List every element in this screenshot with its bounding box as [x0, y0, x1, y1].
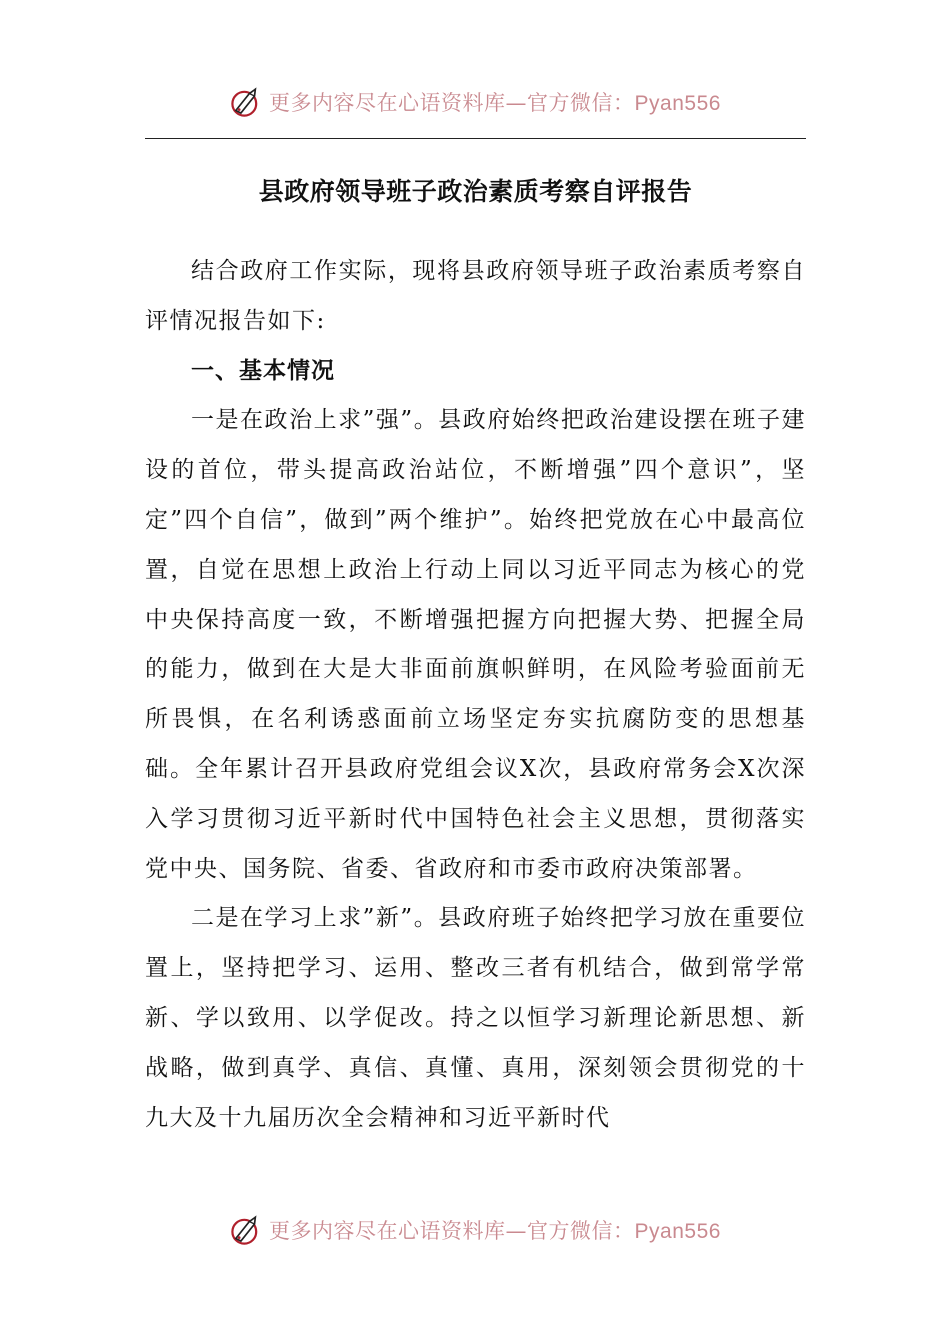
intro-paragraph: 结合政府工作实际，现将县政府领导班子政治素质考察自评情况报告如下: [145, 258, 806, 334]
section-heading-basic-situation: 一、基本情况 [191, 357, 335, 384]
watermark-wechat-id: Pyan556 [634, 92, 721, 115]
footer-watermark [0, 1210, 950, 1250]
watermark-text: 更多内容尽在心语资料库—官方微信：Pyan556 [269, 1219, 721, 1243]
paragraph-learning: 二是在学习上求”新”。县政府班子始终把学习放在重要位置上，坚持把学习、运用、整改三者有机结合，做到常学常新、学以致用、以学促改。持之以恒学习新理论新思想、新战略，做到真学、真信、真懂、真用，深刻领会贯彻党的十九大及十九届历次全会精神和习近平新时代 [145, 905, 806, 1131]
pen-nib-circle-icon [229, 85, 263, 119]
header-rule [145, 138, 806, 139]
pen-nib-circle-icon [229, 1213, 263, 1247]
paragraph-politics: 一是在政治上求”强”。县政府始终把政治建设摆在班子建设的首位，带头提高政治站位，不断增强”四个意识”，坚定”四个自信”，做到”两个维护”。始终把党放在心中最高位置，自觉在思想上政治上行动上同以习近平同志为核心的党中央保持高度一致，不断增强把握方向把握大势、把握全局的能力，做到在大是大非面前旗帜鲜明，在风险考验面前无所畏惧，在名利诱惑面前立场坚定夯实抗腐防变的思想基础。全年累计召开县政府党组会议X次，县政府常务会X次深入学习贯彻习近平新时代中国特色社会主义思想，贯彻落实党中央、国务院、省委、省政府和市委市政府决策部署。 [145, 407, 806, 882]
watermark-text: 更多内容尽在心语资料库—官方微信：Pyan556 [269, 91, 721, 115]
document-body [145, 247, 806, 1143]
document-title: 县政府领导班子政治素质考察自评报告 [258, 177, 693, 206]
watermark-wechat-id: Pyan556 [634, 1220, 721, 1243]
header-watermark [0, 82, 950, 122]
